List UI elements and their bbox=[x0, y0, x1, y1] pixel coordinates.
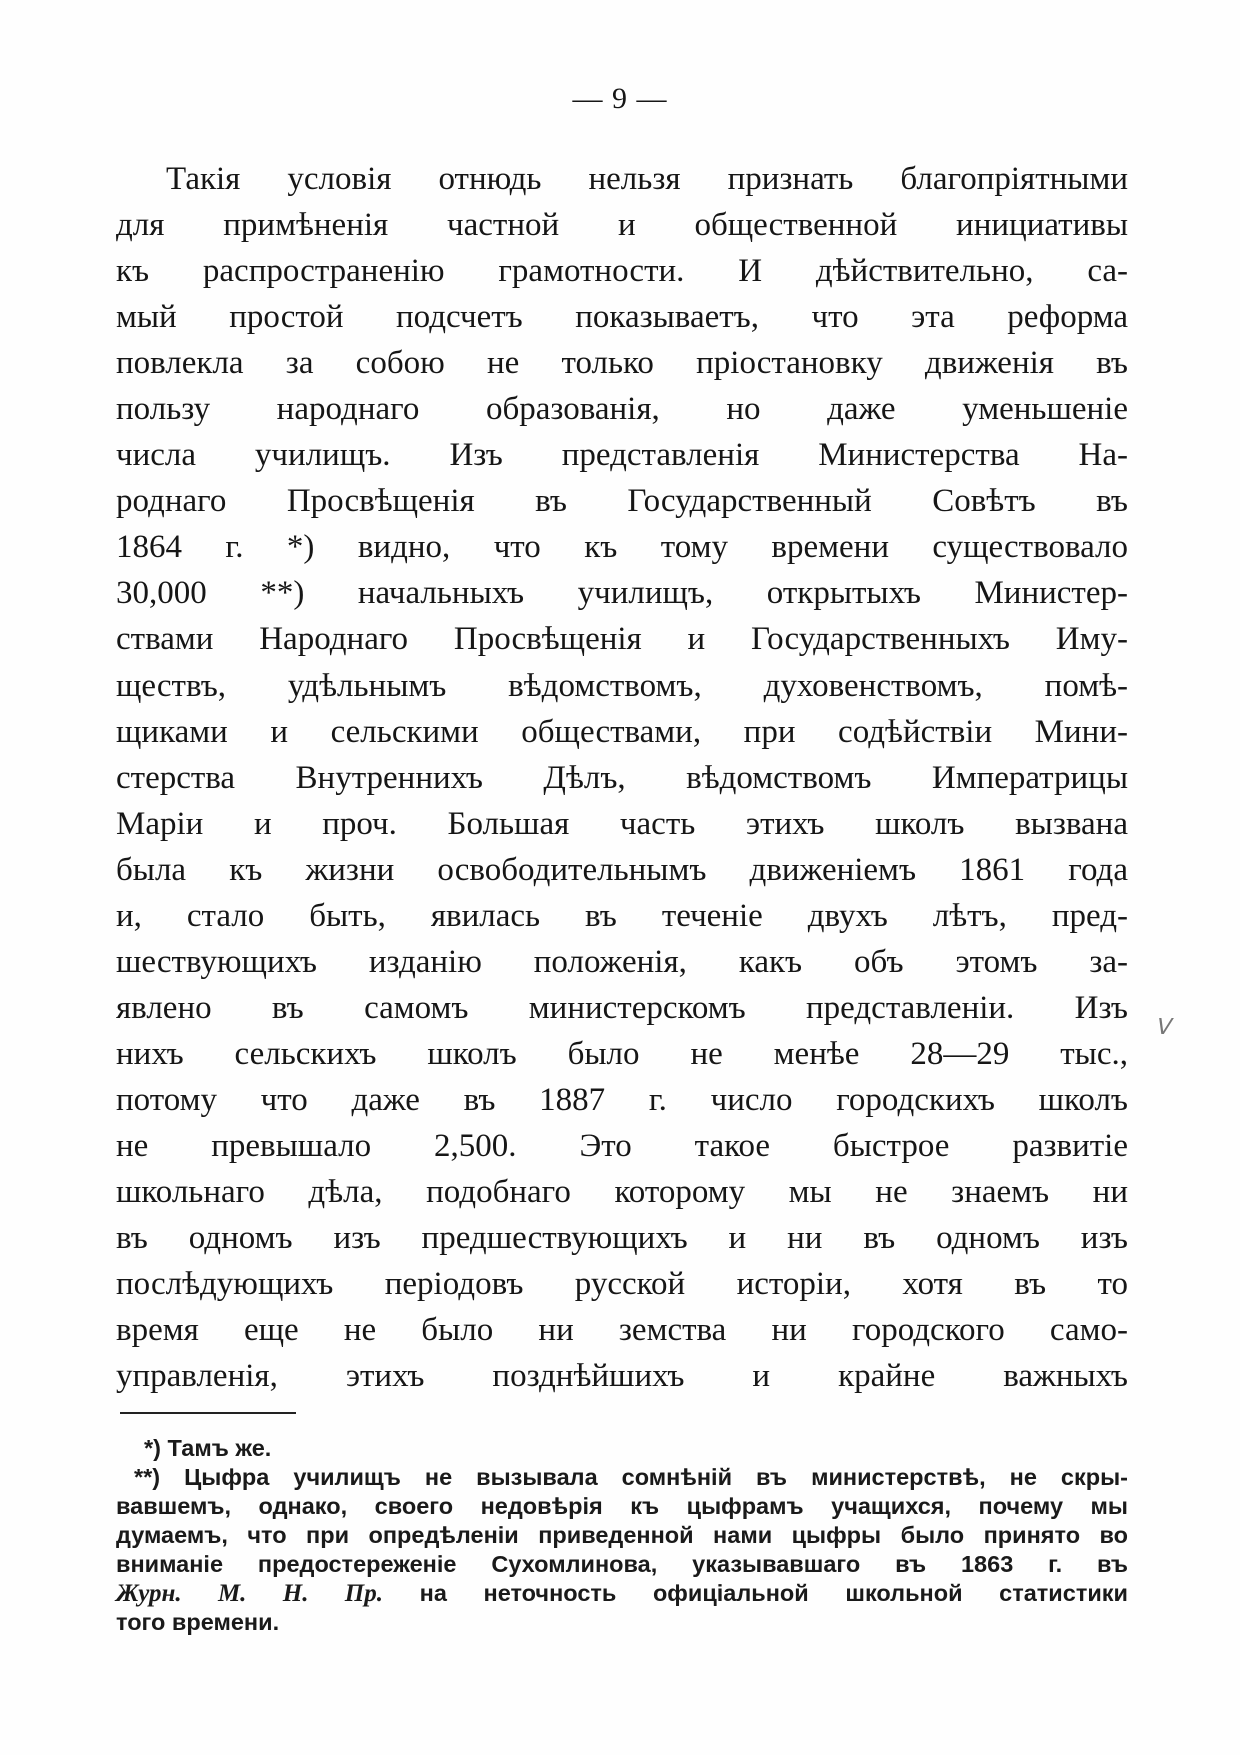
text-line: ществъ, удѣльнымъ вѣдомствомъ, духовенствомъ, помѣ- bbox=[116, 667, 1128, 704]
journal-title: Журн. М. Н. Пр. bbox=[116, 1580, 383, 1607]
page-number: — 9 — bbox=[572, 82, 668, 115]
text-line: 1864 г. *) видно, что къ тому времени существовало bbox=[116, 529, 1128, 566]
text-line: шествующихъ изданію положенія, какъ объ этомъ за- bbox=[116, 943, 1128, 980]
text-line: управленія, этихъ позднѣйшихъ и крайне важныхъ bbox=[116, 1358, 1128, 1395]
text-line: и, стало быть, явилась въ теченіе двухъ лѣтъ, пред- bbox=[116, 897, 1128, 934]
main-text bbox=[116, 156, 1128, 1399]
text-line: была къ жизни освободительнымъ движеніемъ 1861 года bbox=[116, 851, 1128, 888]
footnote-2-line: вавшемъ, однако, своего недовѣрія къ цыфрамъ учащихся, почему мы bbox=[116, 1493, 1128, 1519]
text-line: время еще не было ни земства ни городского само- bbox=[116, 1312, 1128, 1349]
margin-mark: ᐯ bbox=[1154, 1014, 1170, 1039]
text-line: для примѣненія частной и общественной инициативы bbox=[116, 207, 1128, 244]
text-line: послѣдующихъ періодовъ русской исторіи, хотя въ то bbox=[116, 1266, 1128, 1303]
text-line: въ одномъ изъ предшествующихъ и ни въ одномъ изъ bbox=[116, 1220, 1128, 1257]
text-line: мый простой подсчетъ показываетъ, что эта реформа bbox=[116, 299, 1128, 336]
text-line: Маріи и проч. Большая часть этихъ школъ вызвана bbox=[116, 805, 1128, 842]
footnote-2-line: **) Цыфра училищъ не вызывала сомнѣній въ министерствѣ, не скры- bbox=[134, 1464, 1128, 1490]
footnote-2-line bbox=[116, 1579, 1128, 1608]
footnote-2-line: того времени. bbox=[116, 1609, 280, 1635]
footnote-1: *) Тамъ же. bbox=[144, 1435, 272, 1461]
text-line: числа училищъ. Изъ представленія Министерства На- bbox=[116, 437, 1128, 474]
text-line: щиками и сельскими обществами, при содѣйствіи Мини- bbox=[116, 713, 1128, 750]
text-line: роднаго Просвѣщенія въ Государственный Совѣтъ въ bbox=[116, 483, 1128, 520]
text-line: потому что даже въ 1887 г. число городскихъ школъ bbox=[116, 1081, 1128, 1118]
footnote-divider bbox=[120, 1412, 296, 1414]
text-line: не превышало 2,500. Это такое быстрое развитіе bbox=[116, 1127, 1128, 1164]
footnote-2-line: думаемъ, что при опредѣленіи приведенной нами цыфры было принято во bbox=[116, 1522, 1128, 1548]
text-line: стерства Внутреннихъ Дѣлъ, вѣдомствомъ Императрицы bbox=[116, 759, 1128, 796]
footnotes bbox=[116, 1434, 1128, 1637]
text-line: Такія условія отнюдь нельзя признать благопріятными bbox=[166, 161, 1128, 197]
footnote-2-line: вниманіе предостереженіе Сухомлинова, указывавшаго въ 1863 г. въ bbox=[116, 1551, 1128, 1577]
text-line: нихъ сельскихъ школъ было не менѣе 28—29 тыс., bbox=[116, 1035, 1128, 1072]
text-line: къ распространенію грамотности. И дѣйствительно, са- bbox=[116, 253, 1128, 290]
text-line: явлено въ самомъ министерскомъ представленіи. Изъ bbox=[116, 989, 1128, 1026]
text-line: пользу народнаго образованія, но даже уменьшеніе bbox=[116, 391, 1128, 428]
text-line: 30,000 **) начальныхъ училищъ, открытыхъ Министер- bbox=[116, 575, 1128, 612]
text-line: повлекла за собою не только пріостановку движенія въ bbox=[116, 345, 1128, 382]
text-line: ствами Народнаго Просвѣщенія и Государственныхъ Иму- bbox=[116, 621, 1128, 658]
footnote-2-text: на неточность офиціальной школьной статистики bbox=[419, 1580, 1128, 1606]
text-line: школьнаго дѣла, подобнаго которому мы не знаемъ ни bbox=[116, 1174, 1128, 1211]
